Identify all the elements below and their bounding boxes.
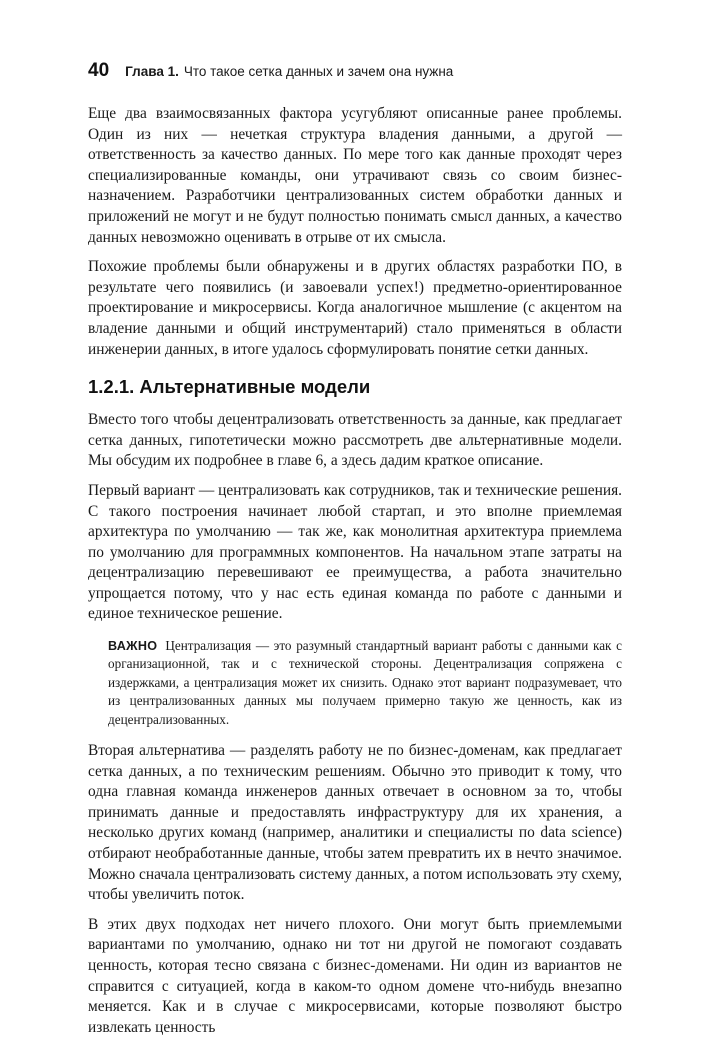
section-heading: 1.2.1. Альтернативные модели bbox=[88, 376, 371, 398]
page-number: 40 bbox=[88, 60, 110, 81]
paragraph-similar-problems: Похожие проблемы были обнаружены и в других областях разработки ПО, в результате чего появились (и завоевали успех!) предметно-ориентированное проектирование и микросервисы. Когда аналогичное мышление (с акцентом на владение данными и общий инструментарий) стало применяться в области инженерии данных, в итоге удалось сформулировать понятие сетки данных. bbox=[88, 258, 622, 358]
paragraph-first-alternative: Первый вариант — централизовать как сотрудников, так и технические решения. С такого построения начинает любой стартап, и это вполне приемлемая архитектура по умолчанию — так же, как монолитная архитектура приемлема по умолчанию для программных компонентов. На начальном этапе затраты на децентрализацию перевешивают ее преимущества, а работа значительно упрощается потому, что у нас есть единая команда по работе с данными и единое техническое решение. bbox=[88, 481, 622, 623]
note-text: Централизация — это разумный стандартный вариант работы с данными как с организационной, так и с технической стороны. Децентрализация сопряжена с издержками, а централизация может их снизить. Однако этот вариант подразумевает, что из централизованных данных мы получаем примерно такую же ценность, как из децентрализованных. bbox=[108, 638, 622, 727]
paragraph-second-alternative: Вторая альтернатива — разделять работу не по бизнес-доменам, как предлагает сетка данных, а по техническим решениям. Обычно это приводит к тому, что одна главная команда инженеров данных отвечает в основном за то, чтобы принимать данные и предоставлять инфраструктуру для их хранения, а несколько других команд (например, аналитики и специалисты по data science) отбирают необработанные данные, чтобы затем превратить их в нечто значимое. Можно сначала централизовать систему данных, а потом использовать эту схему, чтобы увеличить поток. bbox=[88, 742, 622, 904]
book-page bbox=[88, 60, 622, 1047]
paragraph-alternatives-intro: Вместо того чтобы децентрализовать ответственность за данные, как предлагает сетка данных, гипотетически можно рассмотреть две альтернативные модели. Мы обсудим их подробнее в главе 6, а здесь дадим краткое описание. bbox=[88, 411, 622, 470]
chapter-title: Что такое сетка данных и зачем она нужна bbox=[183, 64, 454, 79]
note-label: ВАЖНО bbox=[108, 639, 158, 654]
paragraph-ownership-problems: Еще два взаимосвязанных фактора усугубляют описанные ранее проблемы. Один из них — нечеткая структура владения данными, а другой — ответственность за качество данных. По мере того как данные проходят через специализированные команды, они утрачивают связь со своим бизнес-назначением. Разработчики централизованных систем обработки данных и приложений не могут и не будут полностью понимать смысл данных, а качество данных невозможно оценивать в отрыве от их смысла. bbox=[88, 105, 622, 246]
important-note bbox=[108, 637, 622, 729]
paragraph-conclusion: В этих двух подходах нет ничего плохого. Они могут быть приемлемыми вариантами по умолчанию, однако ни тот ни другой не помогают создавать ценность, которая тесно связана с бизнес-доменами. Ни один из вариантов не справится с ситуацией, когда в каком-то одном домене что-нибудь внезапно меняется. Как и в случае с микросервисами, которые позволяют быстро извлекать ценность bbox=[88, 915, 622, 1036]
running-header bbox=[88, 60, 622, 82]
chapter-label: Глава 1. bbox=[125, 64, 179, 79]
